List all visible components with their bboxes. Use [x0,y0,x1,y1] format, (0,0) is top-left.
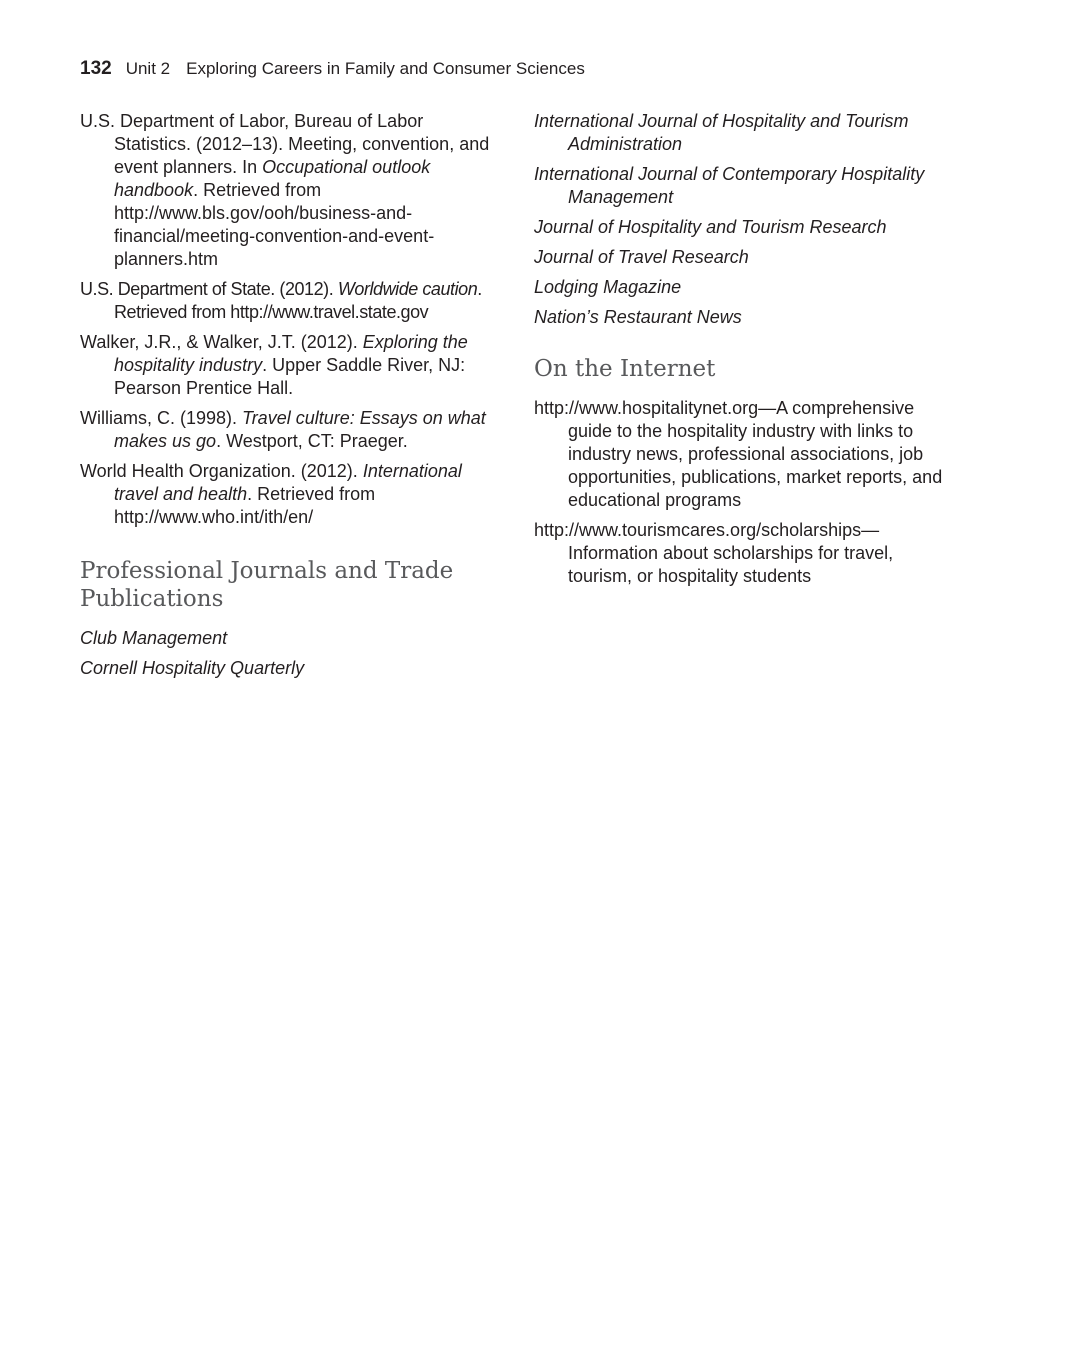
unit-title: Exploring Careers in Family and Consumer Sciences [186,59,585,78]
reference-entry: World Health Organization. (2012). International travel and health. Retrieved from http://www.who.int/ith/en/ [80,461,462,527]
page-number: 132 [80,58,112,79]
left-column [80,110,500,687]
journal-item: Cornell Hospitality Quarterly [80,658,305,678]
journal-item: Journal of Hospitality and Tourism Research [534,217,887,237]
reference-entry: U.S. Department of Labor, Bureau of Labor Statistics. (2012–13). Meeting, convention, and event planners. In Occupational outlook handbook. Retrieved from http://www.bls.gov/ooh/business-and-financial/meeting-convention-and-event-planners.htm [80,111,490,269]
journals-heading: Professional Journals and Trade Publications [80,558,454,612]
reference-entry: U.S. Department of State. (2012). Worldwide caution. Retrieved from http://www.travel.state.gov [80,279,482,322]
running-header [80,58,585,80]
journal-item: International Journal of Hospitality and Tourism Administration [534,111,909,154]
unit-label: Unit 2 [125,59,171,78]
journal-item: Lodging Magazine [534,277,682,297]
reference-entry: Walker, J.R., & Walker, J.T. (2012). Exploring the hospitality industry. Upper Saddle River, NJ: Pearson Prentice Hall. [80,332,468,398]
journal-item: Club Management [80,628,228,648]
right-column [534,110,954,595]
internet-resource: http://www.hospitalitynet.org—A comprehensive guide to the hospitality industry with links to industry news, professional associations, job opportunities, publications, market reports, and educational programs [534,398,943,510]
internet-heading: On the Internet [534,356,716,382]
journal-item: Journal of Travel Research [534,247,749,267]
internet-resource: http://www.tourismcares.org/scholarships—Information about scholarships for travel, tourism, or hospitality students [534,520,894,586]
reference-entry: Williams, C. (1998). Travel culture: Essays on what makes us go. Westport, CT: Praeger. [80,408,486,451]
journal-item: International Journal of Contemporary Hospitality Management [534,164,925,207]
journal-item: Nation’s Restaurant News [534,307,742,327]
